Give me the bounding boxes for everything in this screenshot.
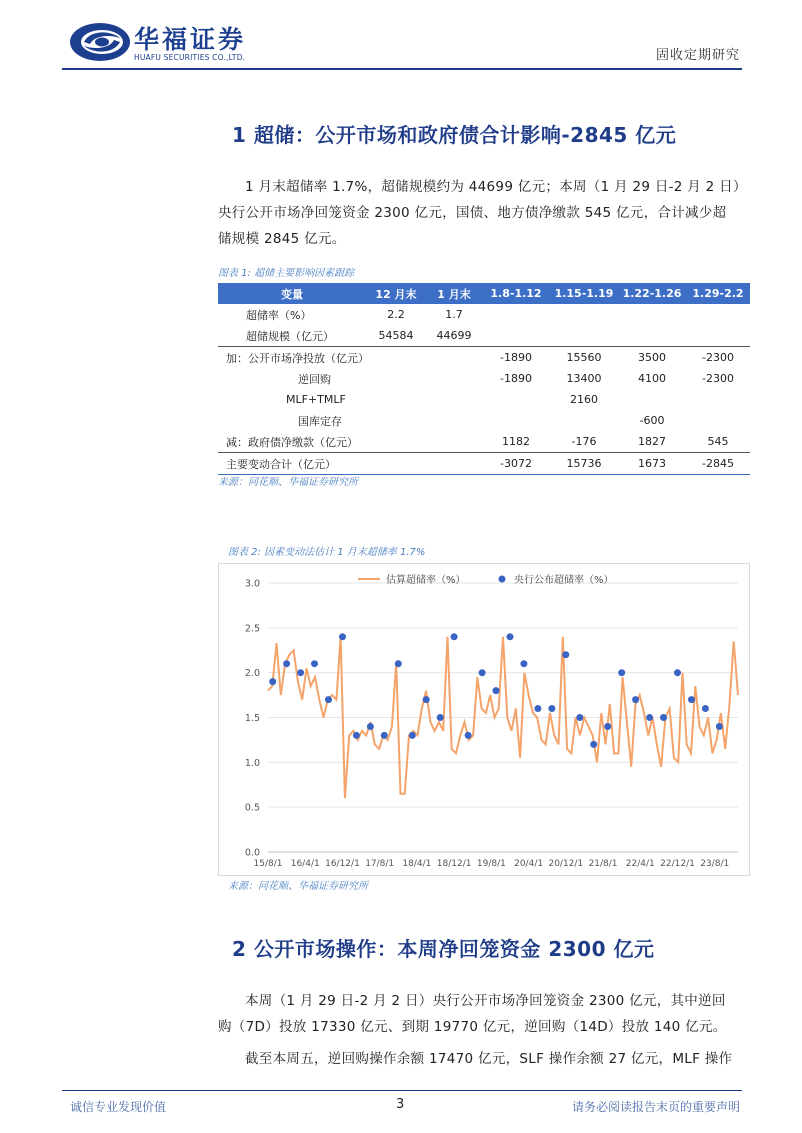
table-cell: 主要变动合计（亿元） xyxy=(218,453,366,475)
table-cell: 44699 xyxy=(436,329,472,342)
table-cell: -2300 xyxy=(702,372,734,385)
figure-2-title: 图表 2: 因素变动法估计 1 月末超储率 1.7% xyxy=(228,547,426,558)
table-row xyxy=(218,389,750,410)
official-data-point xyxy=(339,633,346,640)
table-cell: 54584 xyxy=(378,329,414,342)
logo-english-text: HUAFU SECURITIES CO.,LTD. xyxy=(134,53,246,62)
official-data-point xyxy=(632,696,639,703)
table-row xyxy=(218,304,750,325)
table-cell: 2.2 xyxy=(387,308,405,321)
section-1-paragraph xyxy=(218,174,748,252)
y-axis-ticks xyxy=(245,579,260,859)
official-data-point xyxy=(520,660,527,667)
section-2-heading: 2 公开市场操作：本周净回笼资金 2300 亿元 xyxy=(232,937,655,961)
table-cell xyxy=(686,325,750,347)
x-tick-label: 18/12/1 xyxy=(436,859,472,869)
table-row xyxy=(218,431,750,453)
table-cell: -176 xyxy=(571,435,597,448)
reserve-factor-table xyxy=(218,283,750,475)
official-data-point xyxy=(409,732,416,739)
table-cell: 国库定存 xyxy=(298,414,342,428)
table-cell xyxy=(366,368,426,389)
official-data-point xyxy=(269,678,276,685)
x-tick-label: 22/4/1 xyxy=(625,859,655,869)
official-data-point xyxy=(576,714,583,721)
footer-slogan: 诚信专业发现价值 xyxy=(70,1100,167,1114)
x-tick-label: 17/8/1 xyxy=(365,859,395,869)
table-cell: 4100 xyxy=(638,372,666,385)
official-data-point xyxy=(688,696,695,703)
official-data-point xyxy=(716,723,723,730)
legend-dot-swatch xyxy=(499,576,506,583)
y-tick-label: 3.0 xyxy=(244,578,260,590)
official-data-point xyxy=(451,633,458,640)
paragraph-line: 购（7D）投放 17330 亿元、到期 19770 亿元，逆回购（14D）投放 140 亿元。 xyxy=(218,1019,727,1035)
paragraph-line: 截至本周五，逆回购操作余额 17470 亿元，SLF 操作余额 27 亿元，MLF 操作 xyxy=(245,1051,733,1067)
x-tick-label: 21/8/1 xyxy=(588,859,618,869)
logo-text: 华福证券 xyxy=(134,25,247,54)
footer-disclaimer: 请务必阅读报告末页的重要声明 xyxy=(571,1100,740,1114)
y-tick-label: 1.0 xyxy=(244,757,260,769)
table-cell: 加：公开市场净投放（亿元） xyxy=(218,347,366,369)
y-tick-label: 1.5 xyxy=(244,713,260,724)
y-tick-label: 2.5 xyxy=(244,623,260,635)
official-data-point xyxy=(381,732,388,739)
section-2-paragraph xyxy=(218,988,748,1072)
table-cell: -2845 xyxy=(686,453,750,475)
report-type: 固收定期研究 xyxy=(655,48,740,63)
table-cell xyxy=(550,410,618,431)
table-header-row xyxy=(218,283,750,304)
official-data-point xyxy=(437,714,444,721)
x-tick-label: 22/12/1 xyxy=(660,859,695,869)
official-data-point xyxy=(618,669,625,676)
table-cell: MLF+TMLF xyxy=(286,393,346,406)
y-tick-label: 0.0 xyxy=(244,847,260,859)
table-cell xyxy=(686,389,750,410)
table-header-cell: 1 月末 xyxy=(426,283,482,304)
official-data-point xyxy=(674,669,681,676)
official-data-point xyxy=(562,651,569,658)
table-cell xyxy=(550,304,618,325)
official-data-point xyxy=(479,669,486,676)
table-cell: 13400 xyxy=(566,372,602,385)
x-axis-ticks xyxy=(254,859,730,869)
x-tick-label: 23/8/1 xyxy=(700,859,730,869)
table-cell: 逆回购 xyxy=(298,372,331,386)
table-cell xyxy=(482,389,550,410)
table-cell xyxy=(426,368,482,389)
table-cell xyxy=(482,325,550,347)
table-cell: -600 xyxy=(639,414,665,427)
table-cell xyxy=(550,325,618,347)
x-tick-label: 20/4/1 xyxy=(514,859,544,869)
table-cell: -1890 xyxy=(500,372,532,385)
table-row xyxy=(218,368,750,389)
paragraph-line: 储规模 2845 亿元。 xyxy=(218,231,346,247)
official-data-point xyxy=(507,633,514,640)
y-tick-label: 2.0 xyxy=(244,668,260,680)
table-header-cell: 1.15-1.19 xyxy=(550,283,618,304)
table-cell xyxy=(366,431,426,453)
legend-label-estimate: 估算超储率（%） xyxy=(386,575,466,586)
table-cell xyxy=(482,304,550,325)
table-cell xyxy=(426,347,482,369)
table-1-source: 来源：同花顺、华福证券研究所 xyxy=(218,477,358,488)
official-data-point xyxy=(395,660,402,667)
table-1-title: 图表 1: 超储主要影响因素跟踪 xyxy=(218,268,355,279)
y-tick-label: 0.5 xyxy=(244,802,260,814)
table-cell: 15736 xyxy=(550,453,618,475)
table-cell xyxy=(686,410,750,431)
official-data-point xyxy=(660,714,667,721)
table-row xyxy=(218,347,750,369)
chart-legend xyxy=(358,573,614,586)
x-tick-label: 20/12/1 xyxy=(548,859,584,869)
official-data-point xyxy=(353,732,360,739)
table-row xyxy=(218,325,750,347)
paragraph-line: 本周（1 月 29 日-2 月 2 日）央行公开市场净回笼资金 2300 亿元，其中逆回 xyxy=(245,993,726,1009)
section-1-heading: 1 超储：公开市场和政府债合计影响-2845 亿元 xyxy=(232,123,677,147)
table-cell: 减：政府债净缴款（亿元） xyxy=(226,435,358,449)
table-cell: 超储规模（亿元） xyxy=(246,329,334,343)
table-cell: -1890 xyxy=(482,347,550,369)
table-header-cell: 1.22-1.26 xyxy=(618,283,686,304)
official-data-point xyxy=(465,732,472,739)
table-cell xyxy=(366,389,426,410)
official-data-point xyxy=(646,714,653,721)
table-cell xyxy=(482,410,550,431)
table-cell: 1182 xyxy=(502,435,530,448)
x-tick-label: 15/8/1 xyxy=(253,859,283,869)
official-data-point xyxy=(325,696,332,703)
table-row xyxy=(218,410,750,431)
official-data-point xyxy=(604,723,611,730)
footer-divider xyxy=(62,1090,742,1091)
table-cell xyxy=(366,453,426,475)
table-cell: 3500 xyxy=(618,347,686,369)
table-cell xyxy=(618,304,686,325)
table-cell: 1673 xyxy=(618,453,686,475)
table-cell xyxy=(366,410,426,431)
official-data-point xyxy=(283,660,290,667)
table-cell: -3072 xyxy=(482,453,550,475)
paragraph-line: 央行公开市场净回笼资金 2300 亿元，国债、地方债净缴款 545 亿元，合计减少超 xyxy=(218,205,727,221)
official-data-point xyxy=(423,696,430,703)
table-cell: 15560 xyxy=(550,347,618,369)
table-cell xyxy=(426,410,482,431)
table-cell xyxy=(618,325,686,347)
table-cell xyxy=(366,347,426,369)
legend-label-official: 央行公布超储率（%） xyxy=(514,575,614,586)
reserve-ratio-line-chart xyxy=(218,563,750,876)
figure-2-source: 来源：同花顺、华福证券研究所 xyxy=(228,881,368,892)
table-cell: 1827 xyxy=(638,435,666,448)
official-data-point xyxy=(702,705,709,712)
table-header-cell: 变量 xyxy=(218,283,366,304)
table-cell xyxy=(686,304,750,325)
x-tick-label: 19/8/1 xyxy=(476,859,506,869)
official-data-point xyxy=(297,669,304,676)
table-cell xyxy=(618,389,686,410)
x-tick-label: 16/12/1 xyxy=(325,859,360,869)
x-tick-label: 16/4/1 xyxy=(290,859,320,869)
official-data-point xyxy=(548,705,555,712)
official-data-point xyxy=(311,660,318,667)
table-cell: 1.7 xyxy=(445,308,463,321)
table-cell: 2160 xyxy=(570,393,598,406)
x-tick-label: 18/4/1 xyxy=(402,859,432,869)
table-cell xyxy=(426,389,482,410)
paragraph-line: 1 月末超储率 1.7%，超储规模约为 44699 亿元；本周（1 月 29 日-2 月 2 日） xyxy=(245,179,747,195)
chart-gridlines xyxy=(268,583,738,852)
page-number: 3 xyxy=(396,1097,405,1112)
table-cell xyxy=(426,453,482,475)
table-header-cell: 12 月末 xyxy=(366,283,426,304)
table-header-cell: 1.29-2.2 xyxy=(686,283,750,304)
table-cell: 545 xyxy=(707,435,729,448)
official-data-point xyxy=(493,687,500,694)
table-cell: 超储率（%） xyxy=(246,308,312,322)
table-row xyxy=(218,453,750,475)
official-data-point xyxy=(367,723,374,730)
official-data-point xyxy=(590,741,597,748)
official-data-point xyxy=(534,705,541,712)
table-cell xyxy=(426,431,482,453)
table-header-cell: 1.8-1.12 xyxy=(482,283,550,304)
table-cell: -2300 xyxy=(686,347,750,369)
header-divider xyxy=(62,68,742,70)
